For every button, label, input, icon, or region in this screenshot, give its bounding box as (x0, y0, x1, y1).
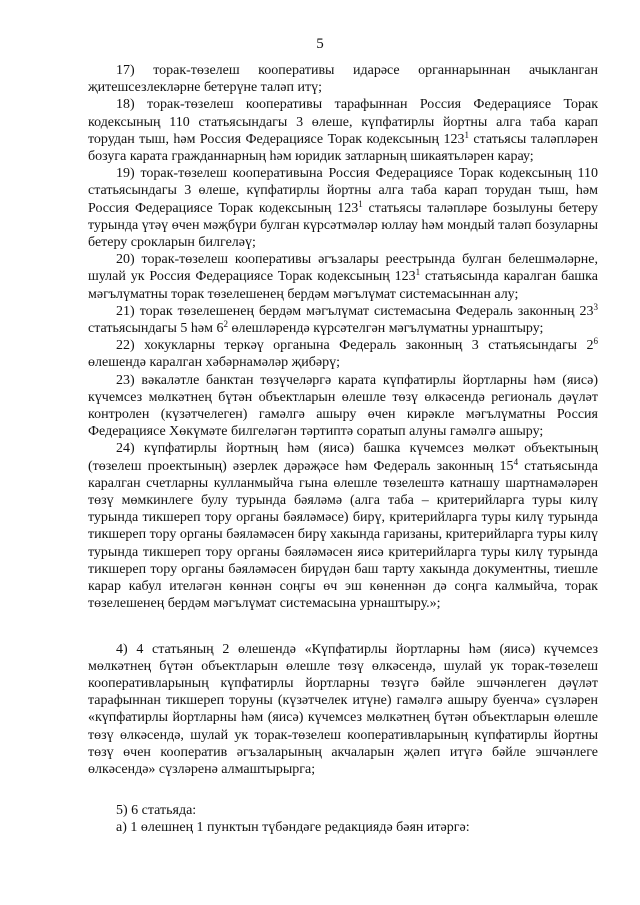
document-body (88, 62, 598, 837)
page-number: 5 (316, 36, 324, 52)
paragraph-item-5: 5) 6 статьяда: (116, 803, 197, 819)
paragraph-item-22: 22) хокукларны теркәү органына Федераль законның 3 статьясындагы $2^6$ өлешендә каралган хәбәрнамәләр җибәрү; (88, 336, 598, 371)
paragraph-item-4: 4) 4 статьяның 2 өлешендә «Күпфатирлы йортларны һәм (яисә) күчемсез мөлкәтнең бүтән объектларын өлешле төзү өлкәсендә, шулай ук торак-төзелеш кооперативларының күпфатирлы йортларны төзүгә бәйле эшчәнлеген дәүләт тарафыннан тикшереп торуны (күзәтчелек итүне) гамәлгә ашыру буенча» сүзләрен «күпфатирлы йортларны һәм (яисә) күчемсез мөлкәтнең бүтән объектларын өлешле төзү өлкәсендә, шулай ук торак-төзелеш кооперативларының күпфатирлы йортны төзү өчен кооператив әгъзаларының акчаларын җәлеп итүгә бәйле эшчәнлеге өлкәсендә» сүзләренә алмаштырырга; (88, 641, 598, 777)
paragraph-item-23: 23) вәкаләтле банктан төзүчеләргә карата күпфатирлы йортларны һәм (яисә) күчемсез мөлкәтнең бүтән объектларын өлешле төзү өлкәсендә региональ дәүләт контролен (күзәтчелеген) гамәлгә ашыру өчен кирәкле мәгълүматны Россия Федерациясе Хөкүмәте билгеләгән тәртиптә соратып алуны гамәлгә ашыру; (88, 372, 598, 440)
paragraph-item-18: 18) торак-төзелеш кооперативы тарафыннан Россия Федерациясе Торак кодексының 110 статьясындагы 3 өлеше, күпфатирлы йортны алга таба карап торудан тыш, һәм Россия Федерациясе Торак кодексының $123^1$ статьясы таләпләрен бозуга карата гражданнарның һәм юридик затларның шикаятьләрен карау; (88, 97, 598, 165)
paragraph-item-17: 17) торак-төзелеш кооперативы идарәсе органнарыннан ачыкланган җитешсезлекләрне бетерүне таләп итү; (88, 63, 598, 96)
paragraph-item-5a: а) 1 өлешнең 1 пунктын түбәндәге редакциядә бәян итәргә: (116, 820, 470, 836)
paragraph-item-21: 21) торак төзелешенең бердәм мәгълүмат системасына Федераль законның $23^3$ статьясындагы 5 һәм $6^2$ өлешләрендә күрсәтелгән мәгълүматны урнаштыру; (88, 301, 598, 337)
paragraph-item-20: 20) торак-төзелеш кооперативы әгъзалары реестрында булган белешмәләрне, шулай ук Россия Федерациясе Торак кодексының $123^1$ статьясында каралган башка мәгълүматны торак төзелешенең бердәм мәгълүмат системасыннан алу; (88, 252, 598, 302)
paragraph-item-19: 19) торак-төзелеш кооперативына Россия Федерациясе Торак кодексының 110 статьясындагы 3 өлеше, күпфатирлы йортны алга таба карап торудан тыш, һәм Россия Федерациясе Торак кодексының $123^1$ статьясы таләпләре бозылуны бетеру турында үтәү өчен мәҗбүри булган күрсәтмәләр юллау һәм мондый таләп бозуларны бетеру срокларын билгеләү; (88, 166, 598, 251)
paragraph-item-24: 24) күпфатирлы йортның һәм (яисә) башка күчемсез мөлкәт объектының (төзелеш проектының) әзерлек дәрәҗәсе һәм Федераль законның $15^4$ статьясында каралган счетларны кулланмыйча гына өлешле төзелештә катнашу шартнамәләрен төзү мөмкинлеге булу турында бәяләмә (алга таба – критерийларга туры килү турында тикшереп тору органы бәяләмәсе) бирү, критерийларга туры килү турында тикшереп тору органы бәяләмәсен бирү хакында гаризаны, критерийларга туры килү турында тикшереп тору органы бәяләмәсен яисә критерийларга туры килү турында тикшереп тору органы бәяләмәсен бирүдән баш тарту хакында документны, тиешле карар кабул ителәгән көннән соңгы өч эш көненнән дә соңга калмыйча, торак төзелешенең бердәм мәгълүмат системасына урнаштыру.»; (88, 441, 599, 612)
